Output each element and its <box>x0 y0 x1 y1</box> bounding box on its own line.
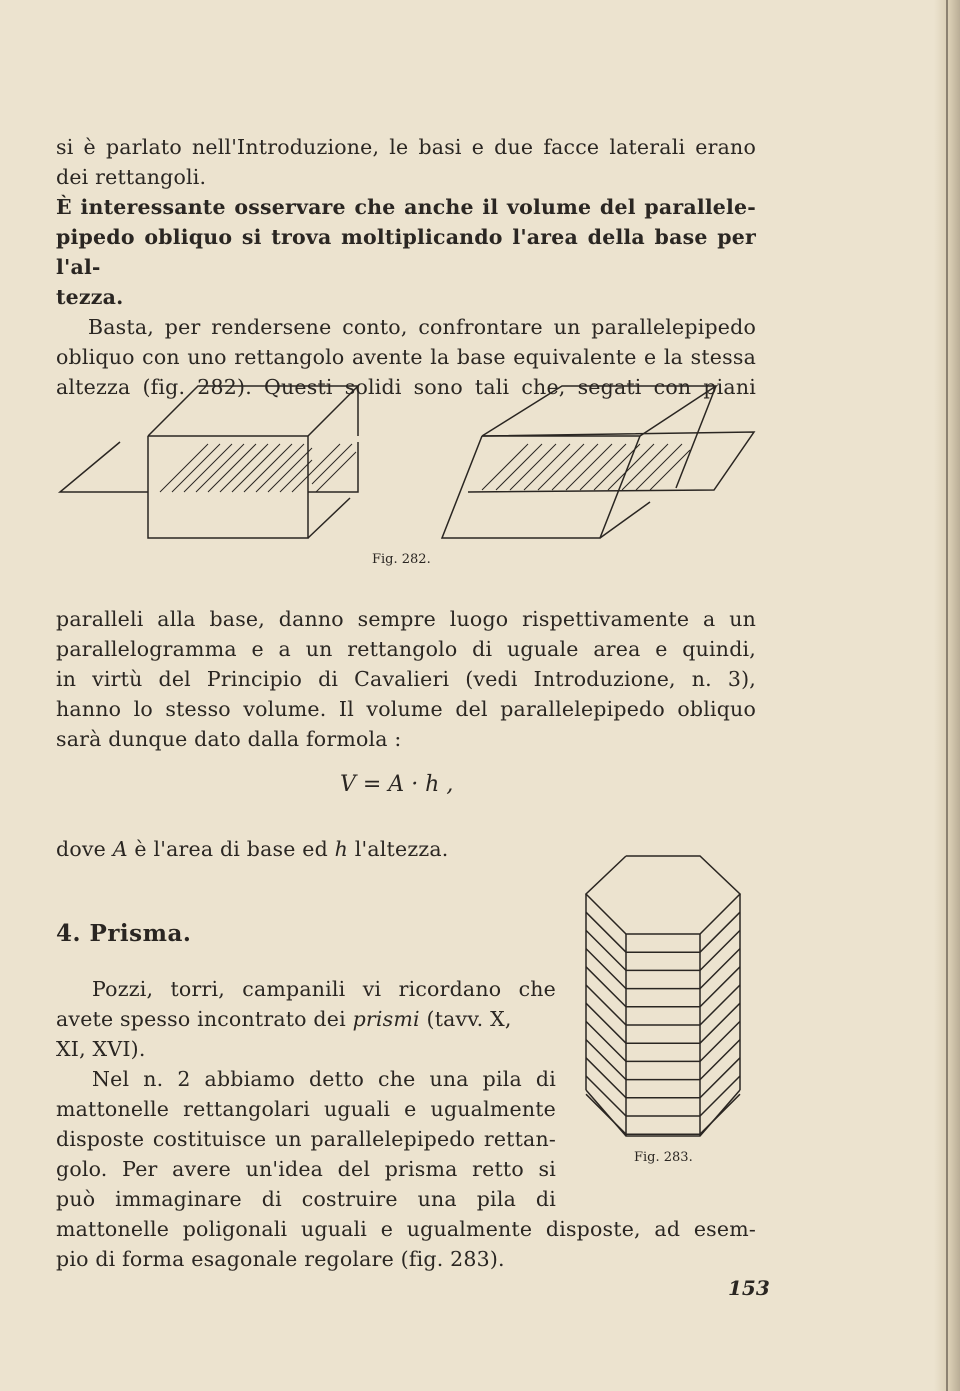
var-h: h <box>334 837 349 861</box>
brick-layer-line <box>586 1076 740 1116</box>
term-prismi: prismi <box>352 1007 420 1031</box>
dove-pre: dove <box>56 837 113 861</box>
text-line: Basta, per rendersene conto, confrontare un parallelepipedo <box>88 315 756 339</box>
text-line-bold: pipedo obliquo si trova moltiplicando l'area della base per l'al- <box>56 225 756 279</box>
text-line: sarà dunque dato dalla formola : <box>56 727 402 751</box>
text-line: dei rettangoli. <box>56 165 207 189</box>
figure-283-hexagonal-prism <box>578 852 748 1152</box>
hatched-section-rectangle <box>160 444 356 492</box>
text-line: paralleli alla base, danno sempre luogo rispettivamente a un <box>56 607 756 631</box>
brick-layer-line <box>586 1094 740 1134</box>
paragraph-top <box>56 132 756 402</box>
text-line: mattonelle rettangolari uguali e ugualmente <box>56 1097 556 1121</box>
dove-post: l'altezza. <box>348 837 449 861</box>
paragraph-prisma-end <box>56 1214 756 1274</box>
text-line: può immaginare di costruire una pila di <box>56 1187 556 1211</box>
text-line: obliquo con uno rettangolo avente la base equivalente e la stessa <box>56 345 756 369</box>
brick-layer-line <box>586 1058 740 1098</box>
text-segment: avete spesso incontrato dei <box>56 1007 353 1031</box>
brick-layers <box>586 912 740 1134</box>
text-line: si è parlato nell'Introduzione, le basi e due facce laterali erano <box>56 135 756 159</box>
text-line <box>56 1004 556 1034</box>
hatched-section-parallelogram <box>482 444 690 490</box>
brick-layer-line <box>586 1003 740 1043</box>
text-line: Pozzi, torri, campanili vi ricordano che <box>92 977 556 1001</box>
text-line: pio di forma esagonale regolare (fig. 283). <box>56 1247 505 1271</box>
text-line: altezza (fig. 282). Questi solidi sono tali che, segati con piani <box>56 375 756 399</box>
text-line: golo. Per avere un'idea del prisma retto si <box>56 1157 556 1181</box>
paragraph-mid <box>56 604 756 754</box>
brick-layer-line <box>586 1040 740 1080</box>
fig283-caption: Fig. 283. <box>634 1150 693 1165</box>
fig282-caption: Fig. 282. <box>372 552 431 567</box>
figure-282 <box>50 378 770 550</box>
text-line: parallelogramma e a un rettangolo di uguale area e quindi, <box>56 637 756 661</box>
text-line: Nel n. 2 abbiamo detto che una pila di <box>92 1067 556 1091</box>
rectangular-parallelepiped <box>148 386 358 538</box>
page-number: 153 <box>728 1276 770 1300</box>
text-segment: (tavv. X, <box>419 1007 512 1031</box>
section-heading: 4. Prisma. <box>56 920 192 947</box>
brick-layer-line <box>586 1021 740 1061</box>
page-edge-line <box>946 0 948 1391</box>
text-line: in virtù del Principio di Cavalieri (vedi Introduzione, n. 3), <box>56 667 756 691</box>
text-line: mattonelle poligonali uguali e ugualmente disposte, ad esem- <box>56 1217 756 1241</box>
paragraph-prisma <box>56 974 556 1214</box>
text-line: disposte costituisce un parallelepipedo rettan- <box>56 1127 556 1151</box>
text-line-bold: È interessante osservare che anche il volume del parallele- <box>56 195 756 219</box>
brick-layer-line <box>586 949 740 989</box>
dove-mid: è l'area di base ed <box>127 837 335 861</box>
brick-layer-line <box>586 930 740 970</box>
brick-layer-line <box>586 912 740 952</box>
text-line: hanno lo stesso volume. Il volume del parallelepipedo obliquo <box>56 697 756 721</box>
brick-layer-line <box>586 967 740 1007</box>
oblique-parallelepiped <box>442 386 716 538</box>
brick-layer-line <box>586 985 740 1025</box>
plane-right <box>468 432 754 492</box>
text-line-bold: tezza. <box>56 285 124 309</box>
text-line: XI, XVI). <box>56 1037 146 1061</box>
var-A: A <box>112 837 128 861</box>
volume-formula: V = A · h , <box>340 772 454 797</box>
